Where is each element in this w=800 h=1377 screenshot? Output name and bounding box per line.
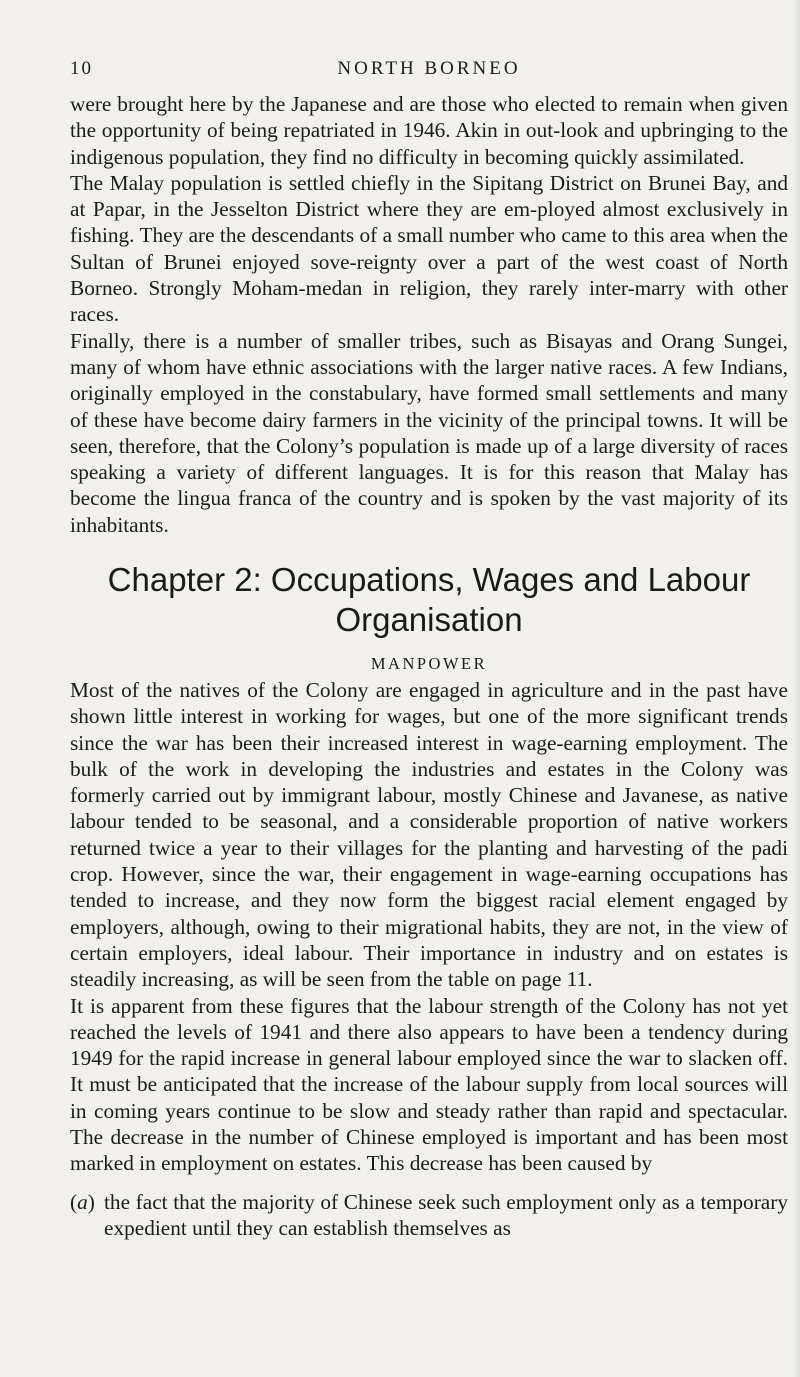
list-item — [70, 1189, 788, 1242]
section-heading: MANPOWER — [370, 654, 488, 673]
paragraph: The Malay population is settled chiefly in the Sipitang District on Brunei Bay, and at Papar, in the Jesselton District where they are em-ployed almost exclusively in fishing. They are the descendants of a small number who came to this area when the Sultan of Brunei enjoyed sove-reignty over a part of the west coast of North Borneo. Strongly Moham-medan in religion, they rarely inter-marry with other races. — [70, 170, 788, 327]
chapter-heading-line: Organisation — [335, 601, 523, 638]
paragraph: Finally, there is a number of smaller tribes, such as Bisayas and Orang Sungei, many of whom have ethnic associations with the larger native races. A few Indians, originally employed in the constabulary, have formed small settlements and many of these have become dairy farmers in the vicinity of the principal towns. It will be seen, therefore, that the Colony’s population is made up of a large diversity of races speaking a variety of different languages. It is for this reason that Malay has become the lingua franca of the country and is spoken by the vast majority of its inhabitants. — [70, 328, 788, 537]
list-marker: (a) — [70, 1189, 95, 1214]
list-item-text: the fact that the majority of Chinese seek such employment only as a temporary expedient until they can establish themselves as — [104, 1189, 788, 1240]
running-title: NORTH BORNEO — [337, 58, 521, 79]
chapter-heading-line: Chapter 2: Occupations, Wages and Labour — [107, 561, 751, 598]
intro-text-block — [70, 91, 788, 538]
running-head — [70, 58, 788, 88]
page-edge-shadow — [792, 0, 800, 1377]
page-number: 10 — [70, 58, 93, 79]
paragraph: were brought here by the Japanese and are those who elected to remain when given the opportunity of being repatriated in 1946. Akin in out-look and upbringing to the indigenous population, they find no difficulty in becoming quickly assimilated. — [70, 92, 788, 169]
paragraph: Most of the natives of the Colony are engaged in agriculture and in the past have shown little interest in working for wages, but one of the more significant trends since the war has been their increased interest in wage-earning employment. The bulk of the work in developing the industries and estates in the Colony was formerly carried out by immigrant labour, mostly Chinese and Javanese, as native labour tended to be seasonal, and a considerable proportion of native workers returned twice a year to their villages for the planting and harvesting of the padi crop. However, since the war, their engagement in wage-earning occupations has tended to increase, and they now form the biggest racial element engaged by employers, although, owing to their migrational habits, they are not, in the view of certain employers, ideal labour. Their importance in industry and on estates is steadily increasing, as will be seen from the table on page 11. — [70, 678, 788, 992]
chapter-heading — [70, 560, 788, 640]
paragraph: It is apparent from these figures that the labour strength of the Colony has not yet reached the levels of 1941 and there also appears to have been a tendency during 1949 for the rapid increase in general labour employed since the war to slacken off. It must be anticipated that the increase of the labour supply from local sources will in coming years continue to be slow and steady rather than rapid and spectacular. The decrease in the number of Chinese employed is important and has been most marked in employment on estates. This decrease has been caused by — [70, 993, 788, 1176]
manpower-text-block — [70, 677, 788, 1241]
